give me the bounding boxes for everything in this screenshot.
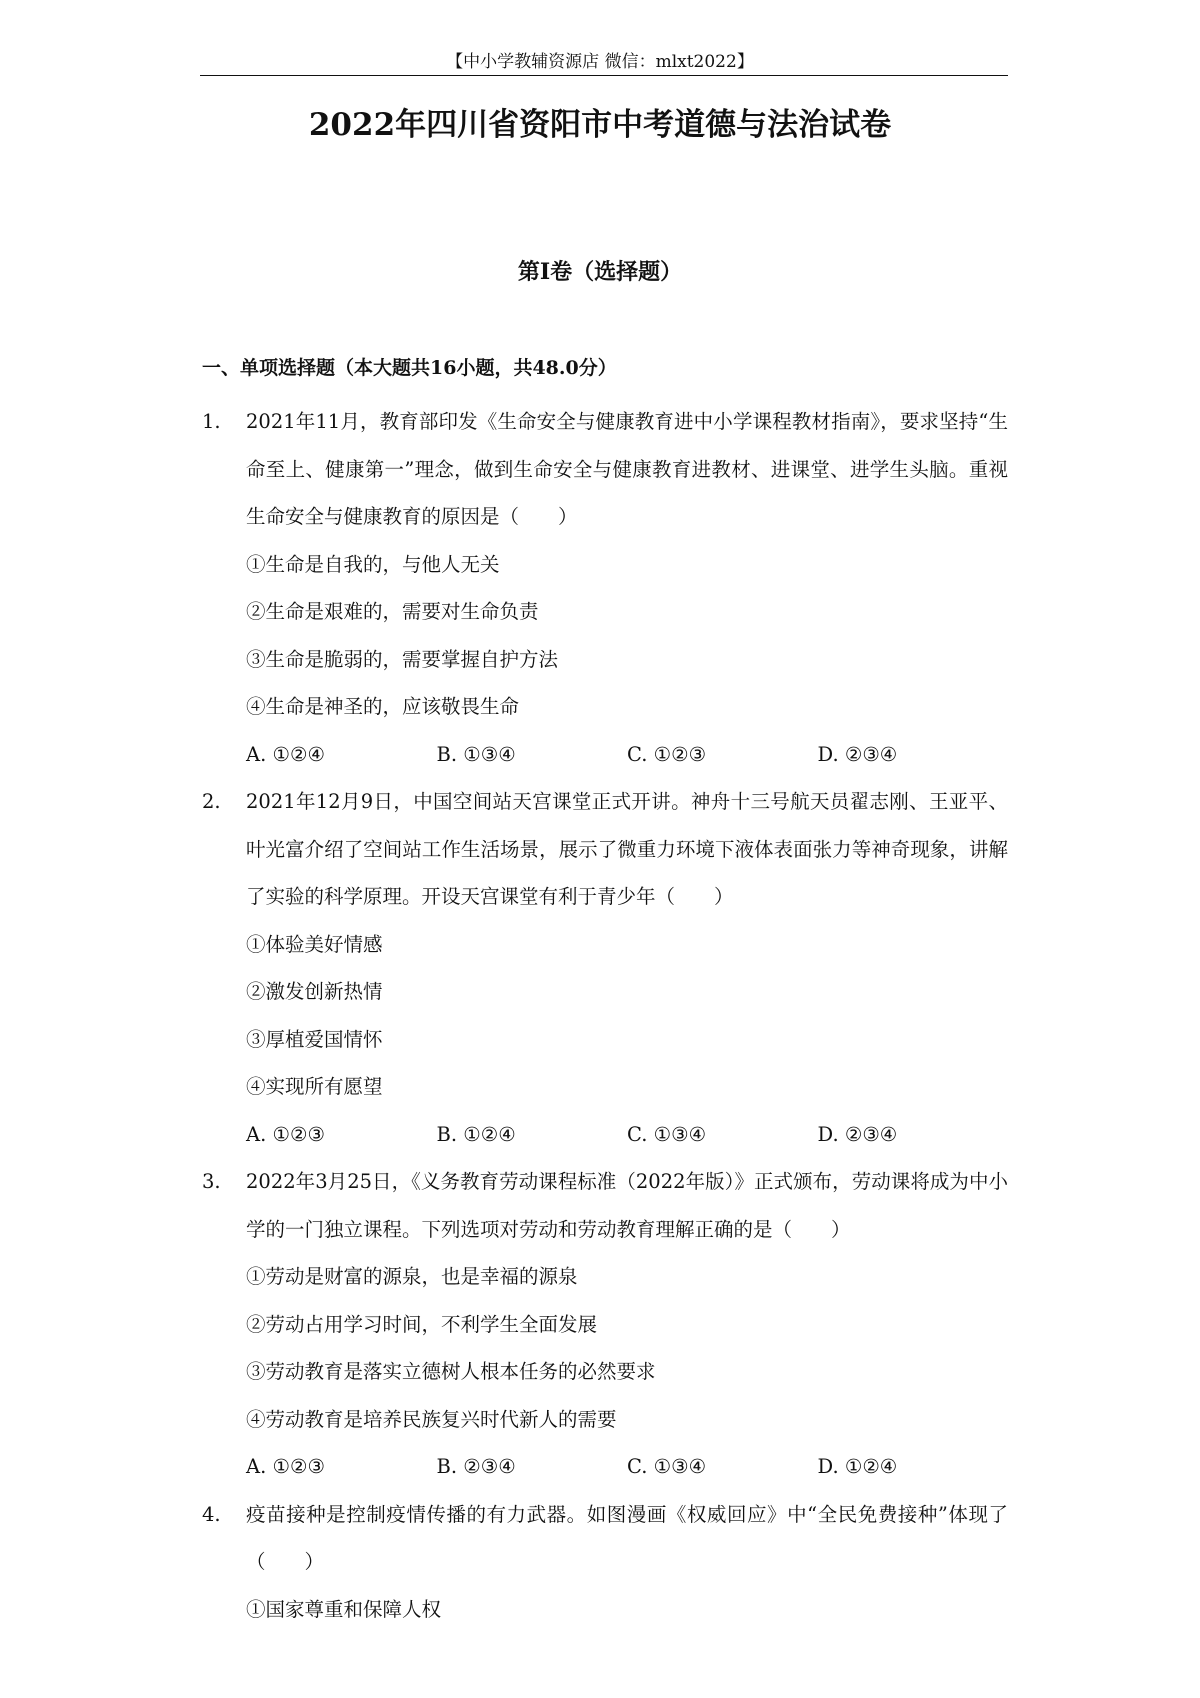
- answer-choice-d: D. ②③④: [817, 1122, 898, 1146]
- answer-choice-c: C. ①③④: [627, 1455, 707, 1478]
- statement-option: ④生命是神圣的，应该敬畏生命: [246, 695, 520, 718]
- statement-option: ①国家尊重和保障人权: [246, 1597, 442, 1621]
- answer-choice-b: B. ①②④: [436, 1122, 516, 1146]
- answer-choices: [246, 1443, 1008, 1491]
- statement-option: ④劳动教育是培养民族复兴时代新人的需要: [246, 1407, 617, 1431]
- answer-choices: [246, 731, 1008, 779]
- statement-option: ①生命是自我的，与他人无关: [246, 552, 500, 576]
- question-4: [202, 1491, 1008, 1634]
- part-heading: 一、单项选择题（本大题共16小题，共48.0分）: [202, 357, 617, 379]
- header-divider: [200, 75, 1008, 76]
- statement-option: ④实现所有愿望: [246, 1075, 383, 1098]
- question-list: [202, 398, 1008, 1633]
- question-2: [202, 778, 1008, 1158]
- answer-choice-c: C. ①②③: [627, 742, 707, 766]
- answer-choice-b: B. ②③④: [436, 1455, 516, 1478]
- question-3: [202, 1158, 1008, 1491]
- answer-choice-b: B. ①③④: [436, 742, 516, 766]
- question-number: 1.: [202, 410, 221, 433]
- question-1: [202, 398, 1008, 778]
- answer-choice-d: D. ①②④: [817, 1455, 898, 1478]
- statement-option: ①劳动是财富的源泉，也是幸福的源泉: [246, 1265, 578, 1288]
- statement-option: ③厚植爱国情怀: [246, 1027, 383, 1051]
- question-stem: 2021年11月，教育部印发《生命安全与健康教育进中小学课程教材指南》，要求坚持“生命至上、健康第一”理念，做到生命安全与健康教育进教材、进课堂、进学生头脑。重视生命安全与健康教育的原因是（ ）: [246, 410, 1008, 528]
- answer-choices: [246, 1111, 1008, 1159]
- question-number: 4.: [202, 1502, 221, 1526]
- question-stem: 2021年12月9日，中国空间站天宫课堂正式开讲。神舟十三号航天员翟志刚、王亚平、叶光富介绍了空间站工作生活场景，展示了微重力环境下液体表面张力等神奇现象，讲解了实验的科学原理。开设天宫课堂有利于青少年（ ）: [246, 790, 1008, 908]
- question-stem: 2022年3月25日，《义务教育劳动课程标准（2022年版）》正式颁布，劳动课将成为中小学的一门独立课程。下列选项对劳动和劳动教育理解正确的是（ ）: [246, 1170, 1008, 1241]
- section-title: 第I卷（选择题）: [517, 259, 683, 285]
- answer-choice-a: A. ①②③: [246, 1455, 325, 1478]
- statement-option: ①体验美好情感: [246, 932, 383, 956]
- statement-option: ②生命是艰难的，需要对生命负责: [246, 600, 539, 623]
- statement-option: ③生命是脆弱的，需要掌握自护方法: [246, 647, 559, 671]
- statement-option: ②劳动占用学习时间，不利学生全面发展: [246, 1312, 598, 1336]
- page-header: 【中小学教辅资源店 微信：mlxt2022】: [446, 52, 754, 72]
- answer-choice-c: C. ①③④: [627, 1122, 707, 1146]
- document-title: 2022年四川省资阳市中考道德与法治试卷: [308, 107, 892, 143]
- question-number: 2.: [202, 790, 221, 813]
- answer-choice-a: A. ①②④: [246, 742, 325, 766]
- question-stem: 疫苗接种是控制疫情传播的有力武器。如图漫画《权威回应》中“全民免费接种”体现了（ ）: [246, 1502, 1008, 1573]
- statement-option: ②激发创新热情: [246, 980, 383, 1003]
- statement-option: ③劳动教育是落实立德树人根本任务的必然要求: [246, 1360, 656, 1383]
- question-number: 3.: [202, 1170, 221, 1193]
- answer-choice-d: D. ②③④: [817, 742, 898, 766]
- answer-choice-a: A. ①②③: [246, 1122, 325, 1146]
